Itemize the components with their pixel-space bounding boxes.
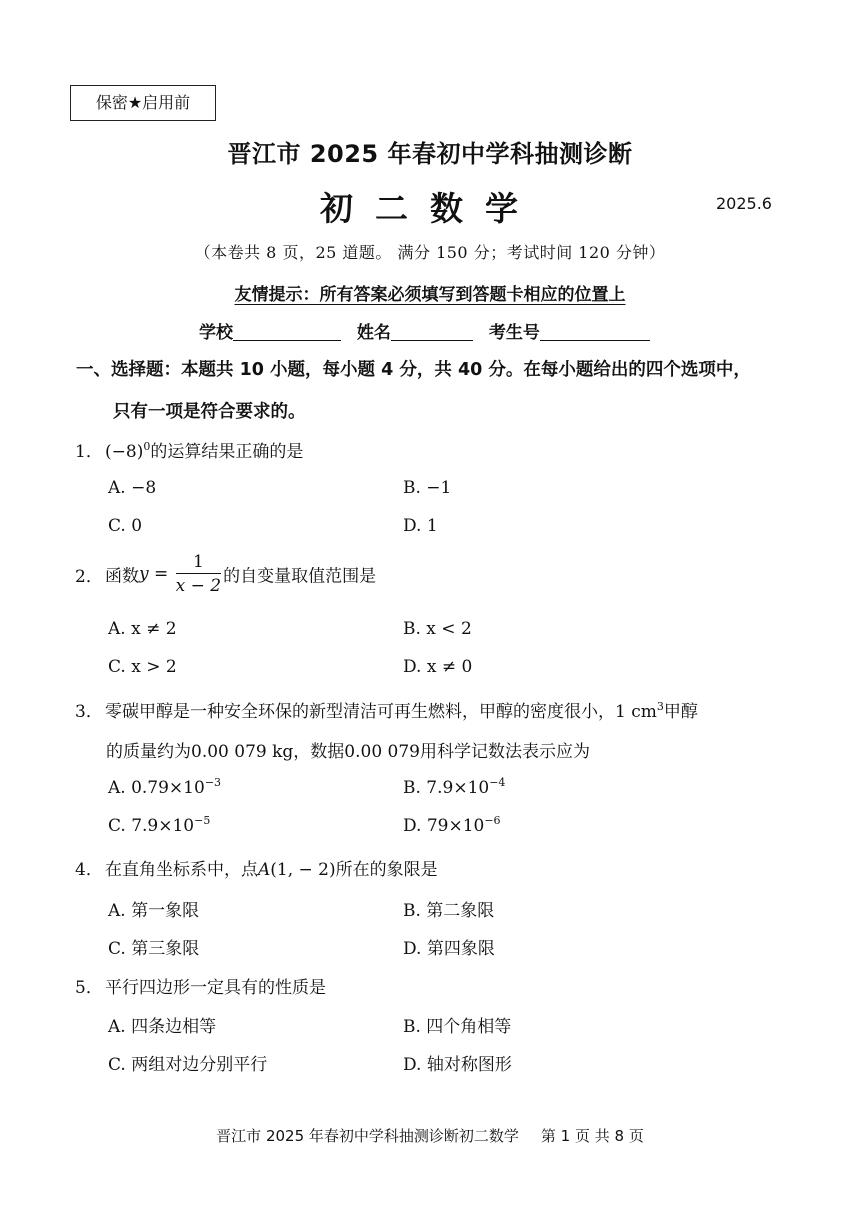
q3-option-b-exp: −4: [489, 776, 506, 789]
question-number: 3．: [75, 702, 103, 722]
exam-no-blank[interactable]: [540, 322, 650, 341]
confidential-label: 保密★启用前: [70, 85, 216, 121]
q3-stem-line1-end: 甲醇: [663, 702, 698, 722]
q3-option-d: [403, 816, 501, 836]
question-4: [75, 855, 438, 880]
exam-date: 2025.6: [716, 194, 772, 213]
question-1: [75, 437, 303, 462]
q2-option-d: D. x ≠ 0: [403, 657, 473, 677]
q1-option-b: B. −1: [403, 478, 452, 498]
q1-option-c: C. 0: [108, 516, 143, 536]
q2-option-a: A. x ≠ 2: [108, 619, 177, 639]
friendly-tip-text: 友情提示：所有答案必须填写到答题卡相应的位置上: [234, 285, 626, 305]
q1-option-a: A. −8: [108, 478, 157, 498]
q3-option-b-mantissa: B. 7.9×10: [403, 778, 490, 798]
q3-option-c-exp: −5: [194, 814, 211, 827]
q4-option-a: A. 第一象限: [108, 901, 200, 921]
q5-stem: 平行四边形一定具有的性质是: [105, 978, 326, 998]
q3-option-a-mantissa: A. 0.79×10: [108, 778, 205, 798]
q3-option-c: [108, 816, 210, 836]
school-label: 学校: [199, 323, 233, 343]
q4-stem-prefix: 在直角坐标系中，点: [105, 860, 258, 880]
q2-var-y: y: [139, 564, 149, 584]
q4-option-d: D. 第四象限: [403, 939, 495, 959]
q2-option-b: B. x < 2: [403, 619, 472, 639]
question-number: 2．: [75, 566, 103, 587]
q4-coords: (1, − 2): [270, 860, 336, 880]
q3-option-d-mantissa: D. 79×10: [403, 816, 485, 836]
friendly-tip: [0, 280, 860, 305]
q1-stem: 的运算结果正确的是: [150, 442, 304, 462]
q4-point: A: [258, 860, 271, 880]
name-blank[interactable]: [391, 322, 473, 341]
q2-denominator: x − 2: [175, 576, 222, 596]
subject-title: 初二数学: [320, 189, 540, 228]
question-number: 4．: [75, 860, 103, 880]
question-2: [75, 552, 376, 596]
q5-option-c: C. 两组对边分别平行: [108, 1055, 268, 1075]
exam-info: （本卷共 8 页，25 道题。 满分 150 分；考试时间 120 分钟）: [194, 243, 666, 262]
q3-option-b: [403, 778, 505, 798]
exam-title: 晋江市 2025 年春初中学科抽测诊断: [227, 140, 633, 168]
q3-option-a-exp: −3: [204, 776, 222, 789]
q5-option-b: B. 四个角相等: [403, 1017, 512, 1037]
q5-option-a: A. 四条边相等: [108, 1017, 217, 1037]
q2-numerator: 1: [176, 552, 221, 574]
q2-stem-suffix: 的自变量取值范围是: [223, 566, 377, 587]
section-heading: 一、选择题：本题共 10 小题，每小题 4 分，共 40 分。在每小题给出的四个选项中，: [76, 360, 751, 380]
q2-stem-prefix: 函数: [105, 566, 139, 587]
footer-title: 晋江市 2025 年春初中学科抽测诊断初二数学: [216, 1127, 519, 1145]
page-number: 第 1 页 共 8 页: [540, 1127, 644, 1145]
q4-stem-suffix: 所在的象限是: [335, 860, 438, 880]
question-5: [75, 973, 326, 998]
question-number: 1．: [75, 442, 103, 462]
q3-cm-exponent: 3: [656, 700, 664, 713]
q4-option-c: C. 第三象限: [108, 939, 200, 959]
q5-option-d: D. 轴对称图形: [403, 1055, 512, 1075]
question-3: [75, 697, 698, 722]
q3-stem-line2: 的质量约为0.00 079 kg，数据0.00 079用科学记数法表示应为: [106, 742, 590, 762]
q2-option-c: C. x > 2: [108, 657, 177, 677]
q3-option-d-exp: −6: [484, 814, 501, 827]
q3-option-a: [108, 778, 221, 798]
name-label: 姓名: [356, 323, 391, 343]
school-blank[interactable]: [233, 322, 341, 341]
q2-fraction: [176, 552, 221, 596]
q2-equals: =: [148, 564, 174, 584]
q4-option-b: B. 第二象限: [403, 901, 495, 921]
question-number: 5．: [75, 978, 103, 998]
q1-exponent: 0: [143, 440, 151, 453]
section-heading-cont: 只有一项是符合要求的。: [113, 402, 306, 422]
exam-no-label: 考生号: [488, 323, 540, 343]
page-footer: [0, 1125, 860, 1146]
q1-base: (−8): [105, 442, 144, 462]
student-fields: [199, 318, 660, 343]
q1-option-d: D. 1: [403, 516, 438, 536]
q3-stem-line1: 零碳甲醇是一种安全环保的新型清洁可再生燃料，甲醇的密度很小，1 cm: [105, 702, 657, 722]
q3-option-c-mantissa: C. 7.9×10: [108, 816, 195, 836]
